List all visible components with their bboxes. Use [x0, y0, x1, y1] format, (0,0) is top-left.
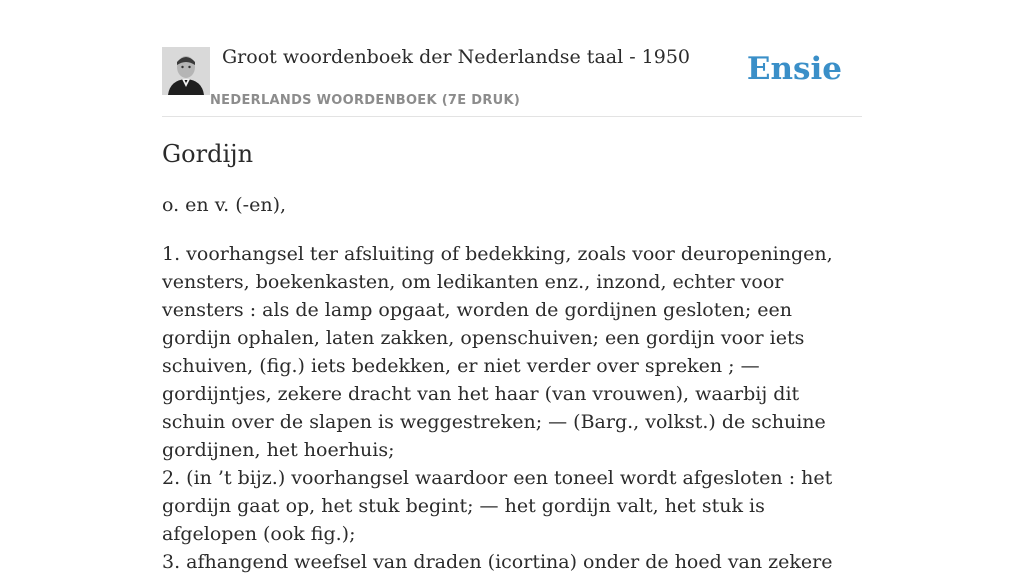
definition-sense: 3. afhangend weefsel van draden (icortina) onder de hoed van zekere	[162, 551, 833, 573]
dictionary-header	[162, 0, 862, 117]
page-container	[162, 0, 862, 573]
ensie-logo[interactable]: Ensie	[746, 51, 842, 87]
entry-grammar: o. en v. (-en),	[162, 194, 287, 216]
author-avatar[interactable]	[162, 47, 210, 95]
definition-sense: 2. (in ’t bijz.) voorhangsel waardoor een toneel wordt afgesloten : het gordijn gaat op, het stuk begint; — het gordijn valt, het stuk is afgelopen (ook fig.);	[162, 467, 833, 545]
definition-sense: 1. voorhangsel ter afsluiting of bedekking, zoals voor deuropeningen, vensters, boekenkasten, om ledikanten enz., inzond, echter voor vensters : als de lamp opgaat, worden de gordijnen gesloten; een gordijn ophalen, laten zakken, openschuiven; een gordijn voor iets schuiven, (fig.) iets bedekken, er niet verder over spreken ; — gordijntjes, zekere dracht van het haar (van vrouwen), waarbij dit schuin over de slapen is weggestreken; — (Barg., volkst.) de schuine gordijnen, het hoerhuis;	[162, 243, 833, 461]
portrait-avatar-icon	[162, 47, 210, 95]
entry-headword: Gordijn	[162, 140, 254, 168]
book-title-link[interactable]: Groot woordenboek der Nederlandse taal - 1950	[222, 46, 691, 68]
book-subtitle: NEDERLANDS WOORDENBOEK (7E DRUK)	[210, 93, 521, 108]
entry-definition	[162, 240, 862, 576]
